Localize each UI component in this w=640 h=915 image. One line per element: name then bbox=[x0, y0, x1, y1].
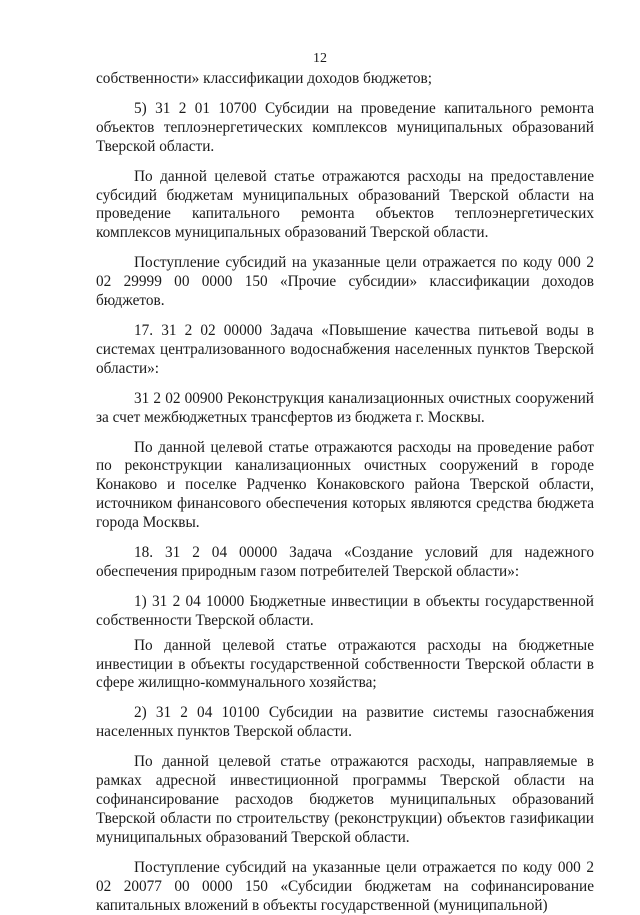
paragraph-6: 31 2 02 00900 Реконструкция канализационных очистных сооружений за счет межбюджетных трансфертов из бюджета г. Москвы. bbox=[96, 389, 594, 426]
paragraph-7: По данной целевой статье отражаются расходы на проведение работ по реконструкции канализационных очистных сооружений в городе Конаково и поселке Радченко Конаковского района Тверской области, источником финансового обеспечения которых являются средства бюджета города Москвы. bbox=[96, 438, 594, 532]
paragraph-3: По данной целевой статье отражаются расходы на предоставление субсидий бюджетам муниципальных образований Тверской области на проведение капитального ремонта объектов теплоэнергетических комплексов муниципальных образований Тверской области. bbox=[96, 167, 594, 242]
paragraph-4: Поступление субсидий на указанные цели отражается по коду 000 2 02 29999 00 0000 150 «Прочие субсидии» классификации доходов бюджетов. bbox=[96, 254, 594, 310]
paragraph-8: 18. 31 2 04 00000 Задача «Создание условий для надежного обеспечения природным газом потребителей Тверской области»: bbox=[96, 544, 594, 580]
paragraph-12: По данной целевой статье отражаются расходы, направляемые в рамках адресной инвестиционной программы Тверской области на софинансирование расходов бюджетов муниципальных образований Тверской области по строительству (реконструкции) объектов газификации муниципальных образований Тверской области. bbox=[96, 753, 594, 846]
paragraph-1: собственности» классификации доходов бюджетов; bbox=[96, 70, 433, 87]
paragraph-9: 1) 31 2 04 10000 Бюджетные инвестиции в объекты государственной собственности Тверской области. bbox=[96, 592, 594, 629]
paragraph-2: 5) 31 2 01 10700 Субсидии на проведение капитального ремонта объектов теплоэнергетических комплексов муниципальных образований Тверской области. bbox=[96, 99, 594, 155]
paragraph-13: Поступление субсидий на указанные цели отражается по коду 000 2 02 20077 00 0000 150 «Субсидии бюджетам на софинансирование капитальных вложений в объекты государственной (муниципальной) bbox=[96, 858, 594, 914]
page-number: 12 bbox=[313, 51, 327, 66]
paragraph-10: По данной целевой статье отражаются расходы на бюджетные инвестиции в объекты государственной собственности Тверской области в сфере жилищно-коммунального хозяйства; bbox=[96, 636, 594, 692]
document-body bbox=[96, 70, 594, 915]
paragraph-11: 2) 31 2 04 10100 Субсидии на развитие системы газоснабжения населенных пунктов Тверской области. bbox=[96, 704, 594, 741]
paragraph-5: 17. 31 2 02 00000 Задача «Повышение качества питьевой воды в системах централизованного водоснабжения населенных пунктов Тверской области»: bbox=[96, 321, 594, 377]
